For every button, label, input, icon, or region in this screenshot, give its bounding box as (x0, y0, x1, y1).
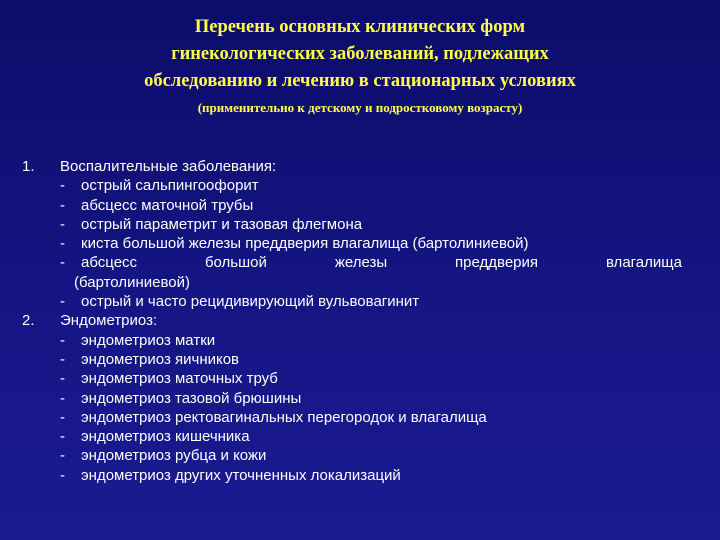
list-item-text: эндометриоз ректовагинальных перегородок и влагалища (81, 408, 487, 426)
list-item-text: эндометриоз тазовой брюшины (81, 389, 302, 407)
list-item-text: эндометриоз яичников (81, 350, 240, 368)
list-item-text: киста большой железы преддверия влагалища (бартолиниевой) (81, 235, 529, 253)
list-item-text: эндометриоз маточных труб (81, 370, 278, 388)
list-item-text: острый сальпингоофорит (81, 177, 259, 195)
slide-title (40, 14, 680, 95)
bullet-dash: - (60, 177, 65, 195)
list-item (22, 292, 682, 311)
section-heading (22, 157, 682, 176)
bullet-dash: - (60, 293, 65, 311)
content-list (22, 157, 682, 485)
section-title: Эндометриоз: (60, 312, 158, 330)
bullet-dash: - (60, 466, 65, 484)
list-item (22, 253, 682, 272)
word: железы (334, 254, 388, 272)
list-item (22, 234, 682, 253)
list-item (22, 408, 682, 427)
section-number: 2. (22, 312, 35, 330)
bullet-dash: - (60, 350, 65, 368)
list-item (22, 331, 682, 350)
bullet-dash: - (60, 370, 65, 388)
bullet-dash: - (60, 254, 65, 272)
list-item-text: эндометриоз кишечника (81, 428, 250, 446)
list-item-text: (бартолиниевой) (74, 273, 190, 291)
bullet-dash: - (60, 447, 65, 465)
list-item (22, 427, 682, 446)
bullet-dash: - (60, 196, 65, 214)
bullet-dash: - (60, 235, 65, 253)
title-line-3: обследованию и лечению в стационарных условиях (144, 71, 576, 91)
bullet-dash: - (60, 408, 65, 426)
word: влагалища (605, 254, 682, 272)
list-item (22, 350, 682, 369)
list-item-text: эндометриоз рубца и кожи (81, 447, 267, 465)
word: абсцесс (81, 254, 138, 272)
section-number: 1. (22, 158, 35, 175)
list-item (22, 196, 682, 215)
list-item-text-justified (81, 253, 682, 272)
section-title: Воспалительные заболевания: (60, 158, 277, 175)
bullet-dash: - (60, 389, 65, 407)
word: большой (204, 254, 267, 272)
list-item-continuation (22, 273, 682, 292)
list-item-text: абсцесс маточной трубы (81, 196, 254, 214)
slide-subtitle: (применительно к детскому и подростковому возрасту) (197, 100, 523, 115)
list-item (22, 466, 682, 485)
list-item (22, 389, 682, 408)
bullet-dash: - (60, 428, 65, 446)
list-item (22, 176, 682, 195)
list-item (22, 215, 682, 234)
list-item-text: острый параметрит и тазовая флегмона (81, 215, 363, 233)
title-line-2: гинекологических заболеваний, подлежащих (171, 44, 549, 64)
word: преддверия (455, 254, 539, 272)
list-item (22, 446, 682, 465)
title-line-1: Перечень основных клинических форм (194, 17, 526, 37)
list-item-text: острый и часто рецидивирующий вульвовагинит (81, 293, 420, 311)
list-item-text: эндометриоз других уточненных локализаций (81, 466, 401, 484)
bullet-dash: - (60, 215, 65, 233)
list-item-text: эндометриоз матки (81, 331, 216, 349)
section-heading (22, 311, 682, 330)
list-item (22, 369, 682, 388)
bullet-dash: - (60, 331, 65, 349)
